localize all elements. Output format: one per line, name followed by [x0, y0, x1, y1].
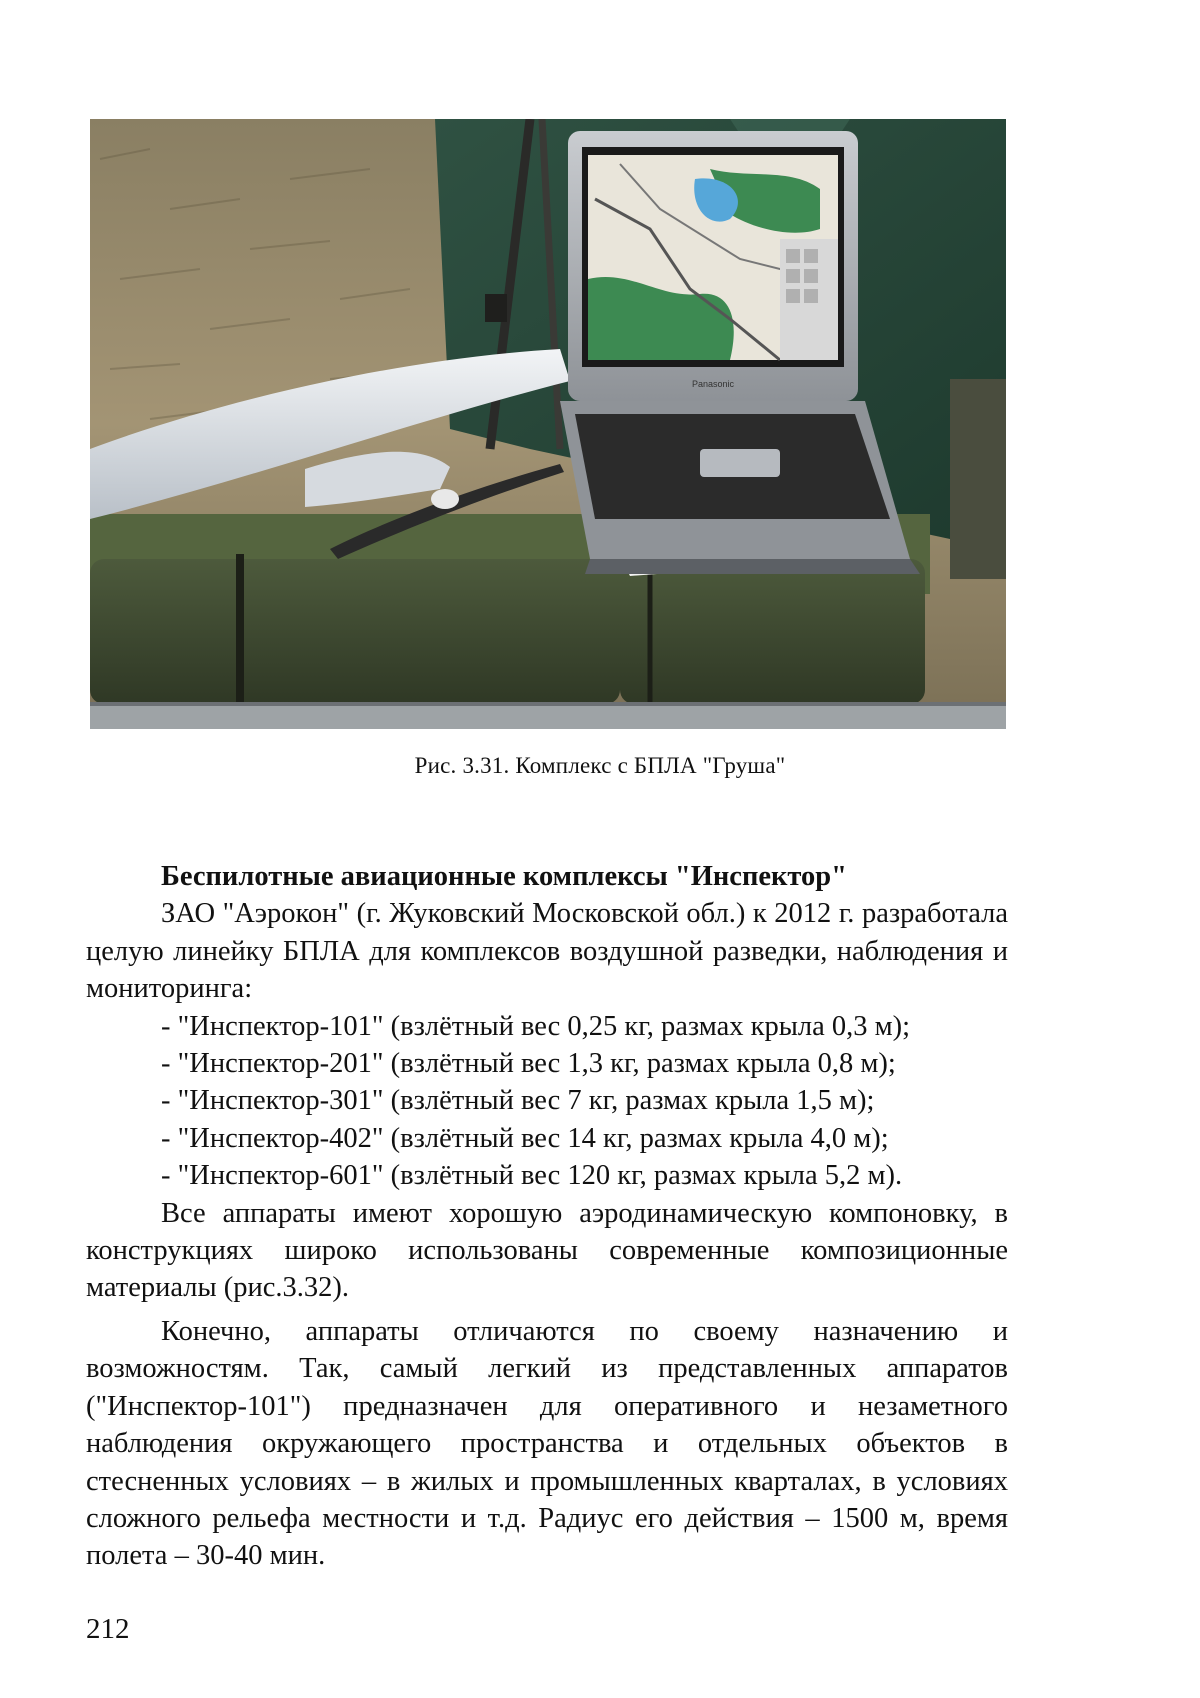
- page-number: 212: [86, 1613, 130, 1645]
- figure-photo: [90, 119, 1006, 729]
- section-heading: Беспилотные авиационные комплексы "Инспектор": [161, 861, 847, 892]
- materials-paragraph: Все аппараты имеют хорошую аэродинамическую компоновку, в конструкциях широко использованы современные композиционные материалы (рис.3.32).: [86, 1197, 1008, 1304]
- capabilities-paragraph: Конечно, аппараты отличаются по своему назначению и возможностям. Так, самый легкий из представленных аппаратов ("Инспектор-101") предназначен для оперативного и незаметного наблюдения окружающего пространства и отдельных объектов в стесненных условиях – в жилых и промышленных кварталах, в условиях сложного рельефа местности и т.д. Радиус его действия – 1500 м, время полета – 30-40 мин.: [86, 1315, 1008, 1572]
- model-list-item: - "Инспектор-402" (взлётный вес 14 кг, размах крыла 4,0 м);: [161, 1122, 889, 1154]
- section-body: [86, 858, 1008, 1575]
- figure-caption: Рис. 3.31. Комплекс с БПЛА "Груша": [414, 753, 786, 778]
- model-list-item: - "Инспектор-601" (взлётный вес 120 кг, размах крыла 5,2 м).: [161, 1160, 903, 1192]
- model-list-item: - "Инспектор-201" (взлётный вес 1,3 кг, размах крыла 0,8 м);: [161, 1048, 896, 1080]
- model-list-item: - "Инспектор-101" (взлётный вес 0,25 кг, размах крыла 0,3 м);: [161, 1010, 911, 1042]
- intro-paragraph: ЗАО "Аэрокон" (г. Жуковский Московской обл.) к 2012 г. разработала целую линейку БПЛА для комплексов воздушной разведки, наблюдения и мониторинга:: [86, 898, 1008, 1005]
- laptop-brand: Panasonic: [691, 379, 735, 389]
- model-list-item: - "Инспектор-301" (взлётный вес 7 кг, размах крыла 1,5 м);: [161, 1085, 875, 1117]
